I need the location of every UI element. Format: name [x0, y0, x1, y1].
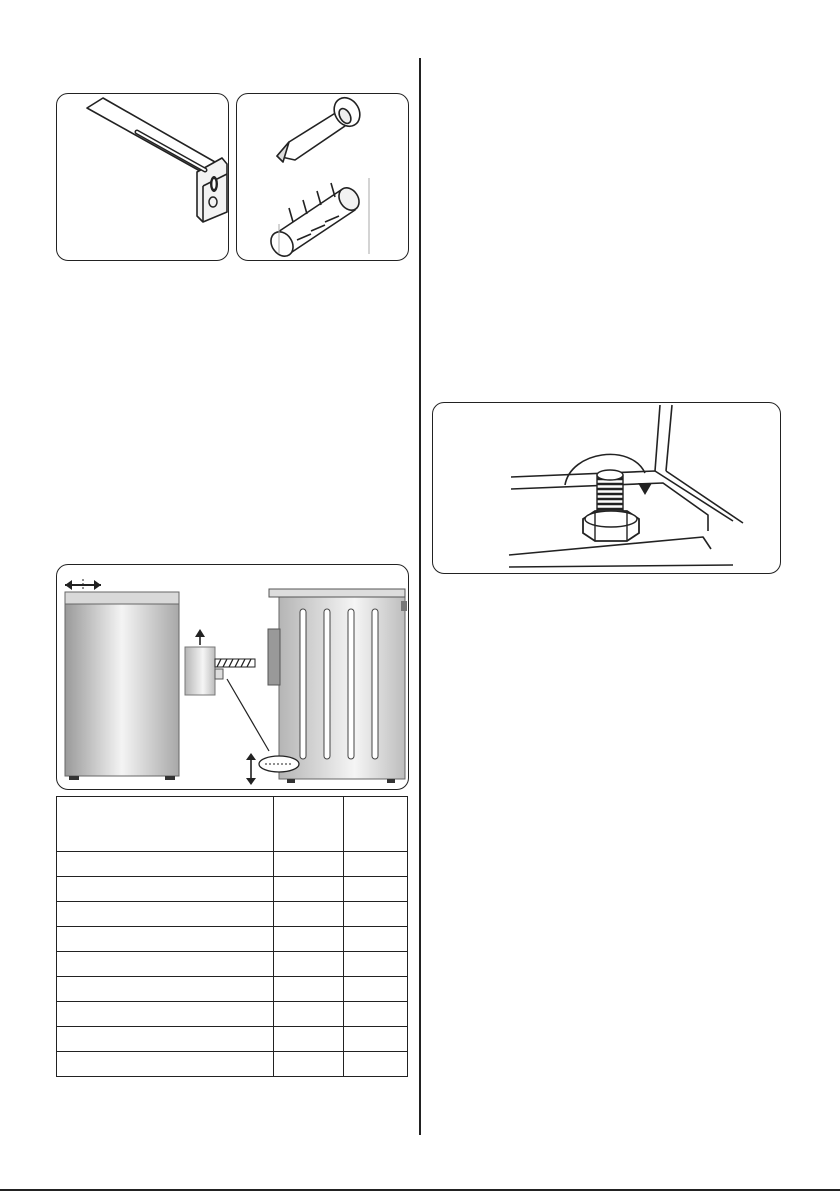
- table-cell: [274, 927, 344, 952]
- table-cell: [274, 852, 344, 877]
- table-cell: [344, 952, 408, 977]
- table-cell: [57, 927, 274, 952]
- table-row: [57, 1002, 408, 1027]
- table-row: [57, 902, 408, 927]
- table-cell: [344, 1052, 408, 1077]
- table-header-cell: [344, 797, 408, 852]
- table-cell: [344, 1002, 408, 1027]
- table-cell: [57, 1027, 274, 1052]
- wall-bracket-icon: [57, 94, 228, 260]
- table-cell: [57, 1052, 274, 1077]
- table-cell: [274, 1002, 344, 1027]
- table-cell: [344, 1027, 408, 1052]
- table-header-row: [57, 797, 408, 852]
- table-cell: [344, 852, 408, 877]
- table-row: [57, 1052, 408, 1077]
- table-header-cell: [57, 797, 274, 852]
- table-cell: [57, 902, 274, 927]
- table-cell: [57, 852, 274, 877]
- table-cell: [344, 902, 408, 927]
- bracket-installation-diagram: [57, 565, 408, 789]
- table-cell: [344, 977, 408, 1002]
- screw-and-dowel-icon: [237, 94, 408, 260]
- table-row: [57, 952, 408, 977]
- page-bottom-rule: [0, 1189, 840, 1191]
- table-row: [57, 877, 408, 902]
- table-header-cell: [274, 797, 344, 852]
- table-cell: [344, 877, 408, 902]
- table-cell: [274, 1027, 344, 1052]
- table-cell: [274, 877, 344, 902]
- table-cell: [274, 977, 344, 1002]
- table-cell: [57, 1002, 274, 1027]
- adjustable-foot-figure: [432, 402, 781, 574]
- table-cell: [274, 902, 344, 927]
- column-divider: [419, 58, 421, 1135]
- dimension-table: [56, 796, 408, 1077]
- table-row: [57, 852, 408, 877]
- table-cell: [274, 1052, 344, 1077]
- table-cell: [57, 877, 274, 902]
- screw-and-dowel-figure: [236, 93, 409, 261]
- wall-bracket-figure: [56, 93, 229, 261]
- table-row: [57, 1027, 408, 1052]
- table-cell: [57, 977, 274, 1002]
- adjustable-foot-icon: [433, 403, 780, 573]
- table-cell: [344, 927, 408, 952]
- table-row: [57, 927, 408, 952]
- table-cell: [274, 952, 344, 977]
- table-cell: [57, 952, 274, 977]
- bracket-installation-figure: [56, 564, 409, 790]
- table-row: [57, 977, 408, 1002]
